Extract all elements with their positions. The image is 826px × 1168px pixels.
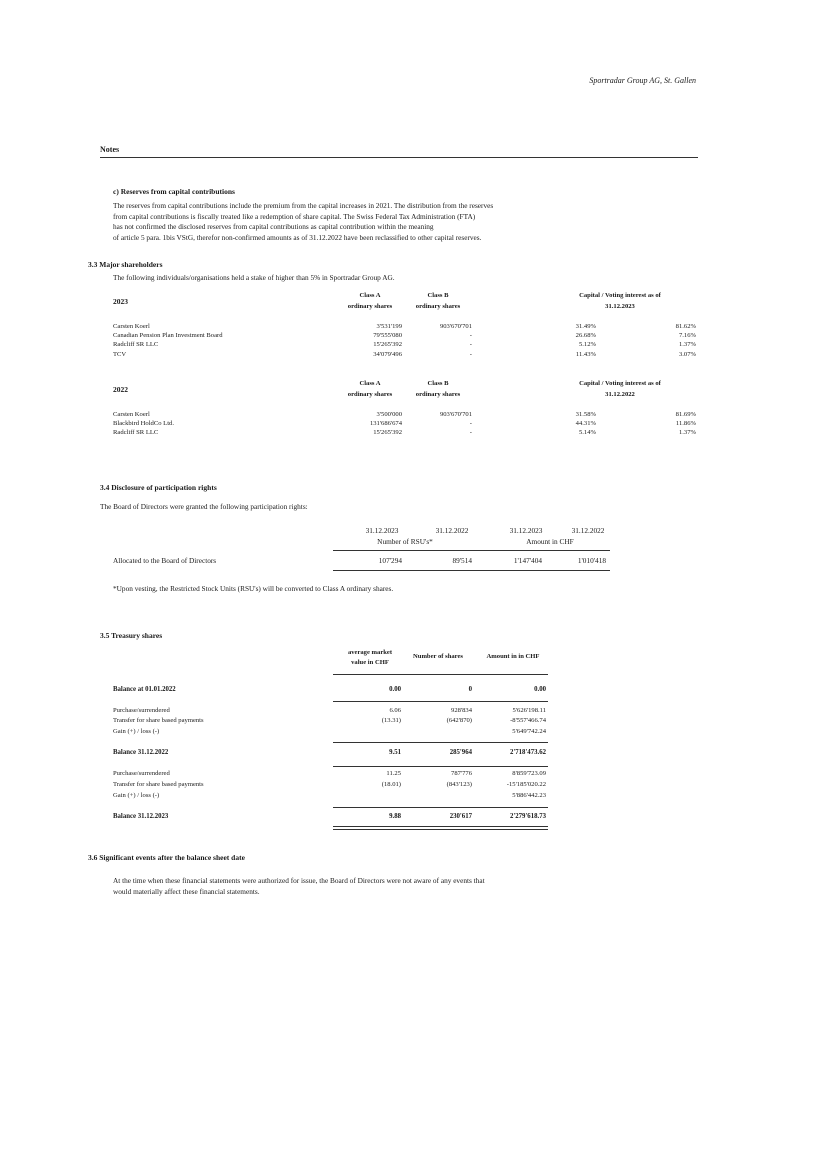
- amount-group-label: Amount in CHF: [526, 537, 574, 546]
- header-rule: [100, 157, 698, 158]
- class-b-shares: 903'670'701: [439, 323, 472, 330]
- treasury-amount: 8'859'723.09: [512, 770, 546, 777]
- treasury-number-of-shares: 285'964: [449, 749, 472, 756]
- treasury-number-of-shares: (642'870): [446, 717, 472, 724]
- class-b-shares: 903'670'701: [439, 411, 472, 418]
- reserves-title: c) Reserves from capital contributions: [113, 187, 235, 196]
- class-b-shares: -: [469, 350, 472, 358]
- treasury-header-avg: average market value in CHF: [347, 649, 393, 666]
- treasury-avg-value: (13.31): [381, 717, 401, 724]
- voting-interest: 81.62%: [675, 323, 696, 330]
- rsu-group-label: Number of RSU's*: [377, 537, 433, 546]
- voting-interest: 11.86%: [675, 420, 696, 428]
- shareholder-name: Carsten Koerl: [113, 323, 150, 330]
- participation-title: 3.4 Disclosure of participation rights: [100, 483, 217, 492]
- capital-interest: 26.68%: [575, 332, 596, 340]
- capital-voting-date: 31.12.2022: [605, 391, 635, 398]
- capital-voting-date: 31.12.2023: [605, 303, 635, 310]
- shareholder-table-year: 2022: [113, 385, 128, 394]
- treasury-rule-3: [333, 742, 548, 743]
- participation-bottom-rule: [333, 570, 610, 571]
- treasury-row-label: Purchase/surrendered: [113, 770, 170, 777]
- treasury-rule-2: [333, 701, 548, 702]
- treasury-amount: 2'718'473.62: [509, 749, 546, 756]
- class-a-shares: 34'079'496: [373, 350, 402, 358]
- treasury-rule-4: [333, 766, 548, 767]
- voting-interest: 1.37%: [678, 341, 696, 349]
- treasury-avg-value: 6.06: [389, 707, 401, 714]
- shareholder-name: Blackbird HoldCo Ltd.: [113, 420, 174, 428]
- participation-header-rule: [333, 550, 610, 551]
- events-title: 3.6 Significant events after the balance sheet date: [88, 853, 245, 862]
- treasury-header-shares: Number of shares: [413, 653, 463, 660]
- treasury-avg-value: 11.25: [386, 770, 401, 777]
- reserves-text: The reserves from capital contributions include the premium from the capital increases in 2021. The distribution from the reserves from capital contributions is fiscally treated like a redemption of share capital. The Swiss Federal Tax Administration (FTA) has not confirmed the disclosed reserves from capital contributions as capital contribution within the meaning of article 5 para. 1bis VStG, therefor non-confirmed amounts as of 31.12.2022 have been reclassified to other capital reserves.: [113, 201, 494, 242]
- treasury-row-label: Gain (+) / loss (-): [113, 792, 160, 799]
- capital-interest: 44.31%: [575, 420, 596, 428]
- treasury-amount: 5'626'198.11: [512, 707, 546, 714]
- class-a-header: Class A: [359, 292, 381, 299]
- capital-voting-header: Capital / Voting interest as of: [579, 380, 661, 387]
- voting-interest: 81.69%: [675, 411, 696, 418]
- amount-value-2022: 1'010'418: [577, 556, 606, 565]
- rsu-date-2023: 31.12.2023: [365, 526, 399, 535]
- shareholders-title: 3.3 Major shareholders: [88, 260, 163, 269]
- participation-footnote: *Upon vesting, the Restricted Stock Units (RSU's) will be converted to Class A ordinary shares.: [113, 584, 394, 593]
- rsu-value-2023: 107'294: [378, 556, 402, 565]
- shareholder-name: Canadian Pension Plan Investment Board: [113, 332, 223, 340]
- treasury-row-label: Transfer for share based payments: [113, 717, 204, 724]
- treasury-row-label: Balance 31.12.2023: [113, 813, 169, 820]
- rsu-date-2022: 31.12.2022: [435, 526, 469, 535]
- treasury-amount: 2'279'618.73: [509, 813, 546, 820]
- treasury-rule-5: [333, 807, 548, 808]
- amount-date-2022: 31.12.2022: [571, 526, 605, 535]
- treasury-number-of-shares: 928'834: [451, 707, 472, 714]
- capital-voting-header: Capital / Voting interest as of: [579, 292, 661, 299]
- treasury-amount: 5'886'442.23: [512, 792, 546, 799]
- voting-interest: 3.07%: [678, 350, 696, 358]
- treasury-avg-value: 0.00: [389, 686, 401, 693]
- treasury-double-rule-b: [333, 829, 548, 830]
- treasury-number-of-shares: (843'123): [446, 781, 472, 788]
- class-a-shares: 79'555'080: [373, 332, 402, 340]
- treasury-row-label: Balance 31.12.2022: [113, 749, 169, 756]
- voting-interest: 7.16%: [678, 332, 696, 340]
- treasury-avg-value: 9.88: [389, 813, 401, 820]
- amount-date-2023: 31.12.2023: [509, 526, 543, 535]
- voting-interest: 1.37%: [678, 429, 696, 437]
- treasury-amount: 5'649'742.24: [512, 728, 546, 735]
- treasury-title: 3.5 Treasury shares: [100, 631, 163, 640]
- treasury-double-rule-a: [333, 826, 548, 827]
- treasury-amount: -8'557'466.74: [510, 717, 546, 724]
- shareholders-intro: The following individuals/organisations held a stake of higher than 5% in Sportradar Group AG.: [113, 273, 395, 282]
- class-b-header: Class B: [427, 292, 449, 299]
- participation-intro: The Board of Directors were granted the following participation rights:: [100, 502, 308, 511]
- shareholder-table-year: 2023: [113, 297, 128, 306]
- class-a-shares: 131'686'674: [369, 420, 402, 428]
- treasury-number-of-shares: 787'776: [451, 770, 472, 777]
- class-b-shares: -: [469, 420, 472, 428]
- treasury-row-label: Gain (+) / loss (-): [113, 728, 160, 735]
- treasury-number-of-shares: 0: [468, 686, 472, 693]
- section-heading: Notes: [100, 145, 120, 154]
- shareholder-name: Radcliff SR LLC: [113, 429, 159, 437]
- treasury-avg-value: (18.01): [381, 781, 401, 788]
- amount-value-2023: 1'147'404: [513, 556, 542, 565]
- treasury-header-amount: Amount in in CHF: [486, 653, 540, 660]
- class-b-shares: -: [469, 332, 472, 340]
- class-a-subheader: ordinary shares: [347, 391, 393, 398]
- treasury-row-label: Purchase/surrendered: [113, 707, 170, 714]
- participation-row-label: Allocated to the Board of Directors: [113, 556, 217, 565]
- capital-interest: 31.49%: [575, 323, 596, 330]
- treasury-amount: -15'185'020.22: [506, 781, 546, 788]
- treasury-avg-value: 9.51: [389, 749, 401, 756]
- class-a-shares: 3'531'199: [376, 323, 402, 330]
- treasury-number-of-shares: 230'617: [449, 813, 472, 820]
- events-text: At the time when these financial statements were authorized for issue, the Board of Directors were not aware of any events that would materially affect these financial statements.: [113, 876, 485, 896]
- class-a-shares: 3'500'000: [376, 411, 402, 418]
- class-b-header: Class B: [427, 380, 449, 387]
- class-b-shares: -: [469, 429, 472, 437]
- capital-interest: 11.43%: [575, 350, 596, 358]
- class-b-shares: -: [469, 341, 472, 349]
- treasury-amount: 0.00: [534, 686, 546, 693]
- capital-interest: 5.14%: [578, 429, 596, 437]
- class-a-subheader: ordinary shares: [347, 303, 393, 310]
- shareholder-name: Carsten Koerl: [113, 411, 150, 418]
- treasury-rule-1: [333, 674, 548, 675]
- shareholder-name: Radcliff SR LLC: [113, 341, 159, 349]
- capital-interest: 5.12%: [578, 341, 596, 349]
- treasury-row-label: Transfer for share based payments: [113, 781, 204, 788]
- class-a-shares: 15'265'392: [373, 429, 402, 437]
- shareholder-name: TCV: [113, 350, 127, 358]
- company-name: Sportradar Group AG, St. Gallen: [589, 76, 696, 85]
- rsu-value-2022: 89'514: [452, 556, 472, 565]
- capital-interest: 31.58%: [575, 411, 596, 418]
- class-b-subheader: ordinary shares: [415, 391, 461, 398]
- treasury-row-label: Balance at 01.01.2022: [113, 686, 176, 693]
- class-a-header: Class A: [359, 380, 381, 387]
- class-a-shares: 15'265'392: [373, 341, 402, 349]
- class-b-subheader: ordinary shares: [415, 303, 461, 310]
